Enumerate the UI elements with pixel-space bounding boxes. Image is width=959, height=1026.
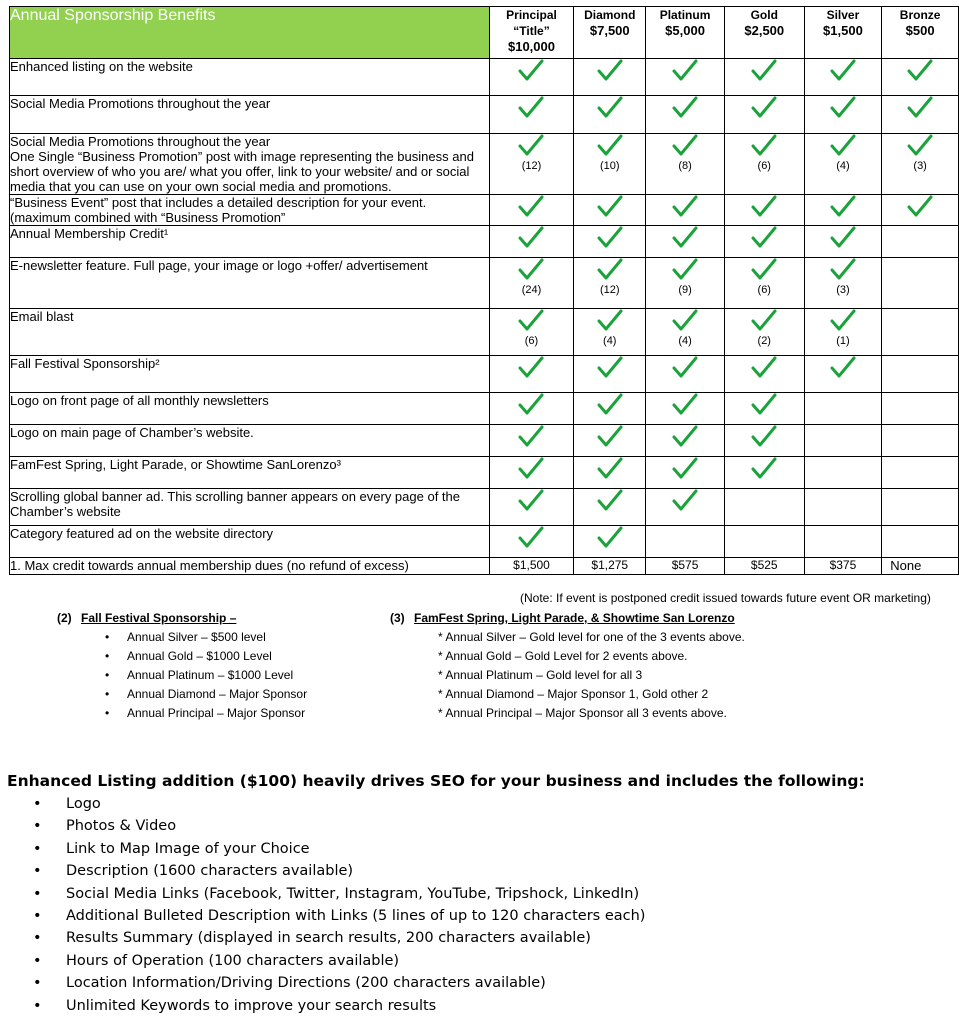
footnote-fall-festival bbox=[57, 609, 307, 723]
checkmark-icon bbox=[490, 425, 574, 451]
tier-cell-gold bbox=[724, 457, 804, 489]
credit-value-bronze: None bbox=[882, 558, 959, 575]
checkmark-icon bbox=[725, 457, 804, 483]
tier-cell-diamond bbox=[574, 96, 646, 134]
list-item: * Annual Diamond – Major Sponsor 1, Gold other 2 bbox=[438, 687, 709, 701]
checkmark-icon bbox=[574, 134, 645, 160]
tier-cell-principal bbox=[489, 258, 574, 309]
table-row bbox=[10, 309, 959, 356]
tier-name: Silver bbox=[826, 8, 860, 22]
tier-cell-gold bbox=[724, 309, 804, 356]
checkmark-icon bbox=[646, 393, 724, 419]
list-item: • Annual Diamond – Major Sponsor bbox=[57, 685, 307, 704]
table-header-row bbox=[10, 7, 959, 59]
list-item: • Logo bbox=[7, 793, 865, 815]
tier-price: $5,000 bbox=[665, 23, 705, 38]
count-value: (4) bbox=[678, 335, 692, 347]
tier-cell-principal bbox=[489, 489, 574, 526]
table-title: Annual Sponsorship Benefits bbox=[10, 7, 490, 59]
benefit-label: Enhanced listing on the website bbox=[10, 59, 490, 96]
list-item: • Location Information/Driving Directions (200 characters available) bbox=[7, 972, 865, 994]
tier-cell-bronze bbox=[882, 59, 959, 96]
tier-cell-principal bbox=[489, 134, 574, 195]
count-value: (1) bbox=[836, 335, 850, 347]
checkmark-icon bbox=[574, 195, 645, 221]
tier-bronze bbox=[882, 7, 959, 59]
tier-cell-gold bbox=[724, 59, 804, 96]
checkmark-icon bbox=[574, 489, 645, 515]
tier-cell-platinum bbox=[646, 258, 725, 309]
checkmark-icon bbox=[490, 134, 574, 160]
tier-cell-silver bbox=[804, 526, 882, 558]
tier-name-sub: “Title” bbox=[513, 24, 550, 38]
count-value: (6) bbox=[757, 160, 771, 172]
checkmark-icon bbox=[574, 457, 645, 483]
tier-diamond bbox=[574, 7, 646, 59]
checkmark-icon bbox=[646, 226, 724, 252]
tier-cell-silver bbox=[804, 489, 882, 526]
benefit-label: Social Media Promotions throughout the year bbox=[10, 96, 490, 134]
benefit-label: Annual Membership Credit¹ bbox=[10, 226, 490, 258]
checkmark-icon bbox=[725, 226, 804, 252]
tier-cell-bronze bbox=[882, 134, 959, 195]
checkmark-icon bbox=[882, 59, 958, 85]
tier-silver bbox=[804, 7, 882, 59]
list-item: • Results Summary (displayed in search results, 200 characters available) bbox=[7, 927, 865, 949]
checkmark-icon bbox=[490, 195, 574, 221]
tier-cell-diamond bbox=[574, 526, 646, 558]
checkmark-icon bbox=[574, 258, 645, 284]
checkmark-icon bbox=[574, 226, 645, 252]
checkmark-icon bbox=[725, 425, 804, 451]
tier-cell-bronze bbox=[882, 526, 959, 558]
tier-gold bbox=[724, 7, 804, 59]
credit-row-label: 1. Max credit towards annual membership dues (no refund of excess) bbox=[10, 558, 490, 575]
checkmark-icon bbox=[725, 134, 804, 160]
tier-cell-bronze bbox=[882, 96, 959, 134]
checkmark-icon bbox=[574, 526, 645, 552]
list-item: * Annual Silver – Gold level for one of the 3 events above. bbox=[438, 630, 745, 644]
checkmark-icon bbox=[490, 393, 574, 419]
tier-cell-bronze bbox=[882, 457, 959, 489]
checkmark-icon bbox=[646, 425, 724, 451]
table-row bbox=[10, 134, 959, 195]
tier-cell-gold bbox=[724, 195, 804, 226]
tier-price: $1,500 bbox=[823, 23, 863, 38]
count-value: (3) bbox=[913, 160, 927, 172]
tier-cell-bronze bbox=[882, 309, 959, 356]
checkmark-icon bbox=[882, 96, 958, 122]
tier-cell-principal bbox=[489, 59, 574, 96]
table-row bbox=[10, 526, 959, 558]
table-row bbox=[10, 356, 959, 393]
checkmark-icon bbox=[725, 393, 804, 419]
count-value: (3) bbox=[836, 284, 850, 296]
checkmark-icon bbox=[490, 258, 574, 284]
credit-row bbox=[10, 558, 959, 575]
footnote-title: FamFest Spring, Light Parade, & Showtime San Lorenzo bbox=[414, 611, 735, 625]
footnote-number: (2) bbox=[57, 611, 72, 625]
tier-cell-silver bbox=[804, 96, 882, 134]
checkmark-icon bbox=[646, 195, 724, 221]
tier-cell-silver bbox=[804, 309, 882, 356]
tier-cell-gold bbox=[724, 356, 804, 393]
tier-platinum bbox=[646, 7, 725, 59]
tier-cell-silver bbox=[804, 226, 882, 258]
tier-cell-diamond bbox=[574, 309, 646, 356]
tier-cell-principal bbox=[489, 526, 574, 558]
tier-cell-diamond bbox=[574, 425, 646, 457]
tier-cell-platinum bbox=[646, 96, 725, 134]
checkmark-icon bbox=[646, 134, 724, 160]
tier-name: Principal bbox=[506, 8, 557, 22]
tier-price: $2,500 bbox=[744, 23, 785, 38]
checkmark-icon bbox=[490, 96, 574, 122]
checkmark-icon bbox=[490, 309, 574, 335]
checkmark-icon bbox=[574, 309, 645, 335]
checkmark-icon bbox=[574, 96, 645, 122]
list-item: • Annual Principal – Major Sponsor bbox=[57, 704, 307, 723]
tier-cell-platinum bbox=[646, 526, 725, 558]
tier-cell-principal bbox=[489, 425, 574, 457]
table-row bbox=[10, 425, 959, 457]
tier-cell-diamond bbox=[574, 457, 646, 489]
checkmark-icon bbox=[646, 356, 724, 382]
count-value: (12) bbox=[599, 284, 620, 296]
count-value: (4) bbox=[603, 335, 617, 347]
checkmark-icon bbox=[490, 526, 574, 552]
list-item: • Annual Platinum – $1000 Level bbox=[57, 666, 307, 685]
checkmark-icon bbox=[805, 258, 882, 284]
tier-cell-principal bbox=[489, 195, 574, 226]
checkmark-icon bbox=[805, 226, 882, 252]
list-item: • Link to Map Image of your Choice bbox=[7, 838, 865, 860]
tier-cell-diamond bbox=[574, 195, 646, 226]
tier-cell-principal bbox=[489, 393, 574, 425]
tier-cell-gold bbox=[724, 96, 804, 134]
tier-cell-principal bbox=[489, 309, 574, 356]
tier-cell-diamond bbox=[574, 134, 646, 195]
tier-price: $7,500 bbox=[589, 23, 630, 38]
tier-cell-platinum bbox=[646, 226, 725, 258]
list-item: • Social Media Links (Facebook, Twitter, Instagram, YouTube, Tripshock, LinkedIn) bbox=[7, 883, 865, 905]
tier-cell-platinum bbox=[646, 134, 725, 195]
table-row bbox=[10, 457, 959, 489]
sponsorship-benefits-table bbox=[9, 6, 959, 575]
checkmark-icon bbox=[490, 356, 574, 382]
tier-cell-principal bbox=[489, 356, 574, 393]
checkmark-icon bbox=[646, 489, 724, 515]
table-row bbox=[10, 258, 959, 309]
credit-value-principal: $1,500 bbox=[489, 558, 574, 575]
tier-cell-diamond bbox=[574, 393, 646, 425]
count-value: (6) bbox=[757, 284, 771, 296]
checkmark-icon bbox=[725, 309, 804, 335]
tier-cell-gold bbox=[724, 134, 804, 195]
table-row bbox=[10, 226, 959, 258]
table-row bbox=[10, 393, 959, 425]
count-value: (24) bbox=[521, 284, 542, 296]
credit-value-gold: $525 bbox=[724, 558, 804, 575]
checkmark-icon bbox=[646, 309, 724, 335]
tier-cell-diamond bbox=[574, 59, 646, 96]
benefit-label: Fall Festival Sponsorship² bbox=[10, 356, 490, 393]
footnote-number: (3) bbox=[390, 611, 405, 625]
tier-cell-principal bbox=[489, 96, 574, 134]
footnote-list bbox=[57, 628, 307, 723]
tier-name: Platinum bbox=[659, 8, 711, 22]
tier-cell-gold bbox=[724, 526, 804, 558]
tier-price: $500 bbox=[905, 23, 935, 38]
tier-cell-platinum bbox=[646, 425, 725, 457]
checkmark-icon bbox=[805, 195, 882, 221]
enhanced-listing-heading: Enhanced Listing addition ($100) heavily drives SEO for your business and includes the following: bbox=[7, 772, 865, 790]
count-value: (8) bbox=[678, 160, 692, 172]
checkmark-icon bbox=[574, 356, 645, 382]
table-row bbox=[10, 195, 959, 226]
tier-cell-gold bbox=[724, 258, 804, 309]
table-row bbox=[10, 489, 959, 526]
checkmark-icon bbox=[646, 59, 724, 85]
tier-cell-silver bbox=[804, 195, 882, 226]
tier-cell-diamond bbox=[574, 489, 646, 526]
benefit-label: Logo on front page of all monthly newsletters bbox=[10, 393, 490, 425]
tier-cell-gold bbox=[724, 489, 804, 526]
footnote-title: Fall Festival Sponsorship – bbox=[81, 611, 237, 625]
tier-cell-silver bbox=[804, 59, 882, 96]
list-item: • Additional Bulleted Description with Links (5 lines of up to 120 characters each) bbox=[7, 905, 865, 927]
tier-name: Diamond bbox=[584, 8, 636, 22]
tier-cell-principal bbox=[489, 226, 574, 258]
benefit-rows bbox=[10, 59, 959, 558]
checkmark-icon bbox=[725, 356, 804, 382]
table-row bbox=[10, 59, 959, 96]
tier-cell-platinum bbox=[646, 489, 725, 526]
checkmark-icon bbox=[574, 393, 645, 419]
checkmark-icon bbox=[574, 59, 645, 85]
checkmark-icon bbox=[646, 258, 724, 284]
list-item: * Annual Gold – Gold Level for 2 events above. bbox=[438, 649, 688, 663]
benefit-label: “Business Event” post that includes a detailed description for your event. (maximum combined with “Business Promotion” bbox=[10, 195, 490, 226]
tier-cell-diamond bbox=[574, 356, 646, 393]
count-value: (6) bbox=[524, 335, 539, 347]
checkmark-icon bbox=[646, 457, 724, 483]
list-item: * Annual Principal – Major Sponsor all 3 events above. bbox=[438, 706, 727, 720]
list-item: • Hours of Operation (100 characters available) bbox=[7, 950, 865, 972]
tier-cell-platinum bbox=[646, 393, 725, 425]
count-value: (4) bbox=[836, 160, 850, 172]
tier-cell-bronze bbox=[882, 258, 959, 309]
checkmark-icon bbox=[646, 96, 724, 122]
tier-cell-gold bbox=[724, 226, 804, 258]
postponed-note: (Note: If event is postponed credit issued towards future event OR marketing) bbox=[520, 591, 931, 605]
checkmark-icon bbox=[805, 96, 882, 122]
tier-cell-bronze bbox=[882, 425, 959, 457]
tier-cell-principal bbox=[489, 457, 574, 489]
footnote-famfest bbox=[390, 609, 745, 723]
tier-cell-platinum bbox=[646, 309, 725, 356]
checkmark-icon bbox=[490, 59, 574, 85]
benefit-label: E-newsletter feature. Full page, your image or logo +offer/ advertisement bbox=[10, 258, 490, 309]
tier-cell-silver bbox=[804, 134, 882, 195]
enhanced-listing-section bbox=[7, 770, 865, 1017]
benefit-label: Logo on main page of Chamber’s website. bbox=[10, 425, 490, 457]
tier-name: Bronze bbox=[899, 8, 941, 22]
list-item: • Annual Gold – $1000 Level bbox=[57, 647, 307, 666]
checkmark-icon bbox=[490, 489, 574, 515]
credit-value-diamond: $1,275 bbox=[574, 558, 646, 575]
credit-value-silver: $375 bbox=[804, 558, 882, 575]
tier-name: Gold bbox=[750, 8, 778, 22]
tier-cell-diamond bbox=[574, 258, 646, 309]
tier-cell-platinum bbox=[646, 195, 725, 226]
checkmark-icon bbox=[490, 226, 574, 252]
checkmark-icon bbox=[882, 134, 958, 160]
tier-cell-platinum bbox=[646, 457, 725, 489]
benefit-label: Category featured ad on the website directory bbox=[10, 526, 490, 558]
tier-cell-platinum bbox=[646, 356, 725, 393]
credit-value-platinum: $575 bbox=[646, 558, 725, 575]
count-value: (12) bbox=[521, 160, 542, 172]
checkmark-icon bbox=[725, 258, 804, 284]
tier-cell-silver bbox=[804, 356, 882, 393]
list-item: * Annual Platinum – Gold level for all 3 bbox=[438, 668, 643, 682]
tier-cell-bronze bbox=[882, 195, 959, 226]
tier-cell-gold bbox=[724, 425, 804, 457]
count-value: (2) bbox=[757, 335, 771, 347]
list-item: • Unlimited Keywords to improve your search results bbox=[7, 995, 865, 1017]
checkmark-icon bbox=[805, 356, 882, 382]
tier-cell-bronze bbox=[882, 226, 959, 258]
tier-cell-bronze bbox=[882, 356, 959, 393]
checkmark-icon bbox=[574, 425, 645, 451]
benefit-label: FamFest Spring, Light Parade, or Showtime SanLorenzo³ bbox=[10, 457, 490, 489]
checkmark-icon bbox=[725, 96, 804, 122]
list-item: • Photos & Video bbox=[7, 815, 865, 837]
tier-cell-silver bbox=[804, 425, 882, 457]
list-item: • Annual Silver – $500 level bbox=[57, 628, 307, 647]
tier-cell-bronze bbox=[882, 393, 959, 425]
tier-cell-bronze bbox=[882, 489, 959, 526]
benefit-label: Social Media Promotions throughout the year One Single “Business Promotion” post with image representing the business and short overview of who you are/ what you offer, link to your website/ and or social media that you can use on your own social media and promotions. bbox=[10, 134, 490, 195]
benefit-label: Email blast bbox=[10, 309, 490, 356]
tier-cell-silver bbox=[804, 393, 882, 425]
checkmark-icon bbox=[805, 134, 882, 160]
tier-price: $10,000 bbox=[507, 39, 555, 54]
list-item: • Description (1600 characters available) bbox=[7, 860, 865, 882]
checkmark-icon bbox=[805, 59, 882, 85]
footnote-list bbox=[390, 628, 745, 723]
tier-cell-silver bbox=[804, 457, 882, 489]
benefit-label: Scrolling global banner ad. This scrolling banner appears on every page of the Chamber’s website bbox=[10, 489, 490, 526]
checkmark-icon bbox=[725, 59, 804, 85]
checkmark-icon bbox=[490, 457, 574, 483]
table-row bbox=[10, 96, 959, 134]
tier-cell-diamond bbox=[574, 226, 646, 258]
checkmark-icon bbox=[725, 195, 804, 221]
checkmark-icon bbox=[805, 309, 882, 335]
tier-principal bbox=[489, 7, 574, 59]
enhanced-listing-list bbox=[7, 793, 865, 1017]
tier-cell-silver bbox=[804, 258, 882, 309]
tier-cell-platinum bbox=[646, 59, 725, 96]
count-value: (9) bbox=[678, 284, 692, 296]
checkmark-icon bbox=[882, 195, 958, 221]
tier-cell-gold bbox=[724, 393, 804, 425]
count-value: (10) bbox=[599, 160, 620, 172]
